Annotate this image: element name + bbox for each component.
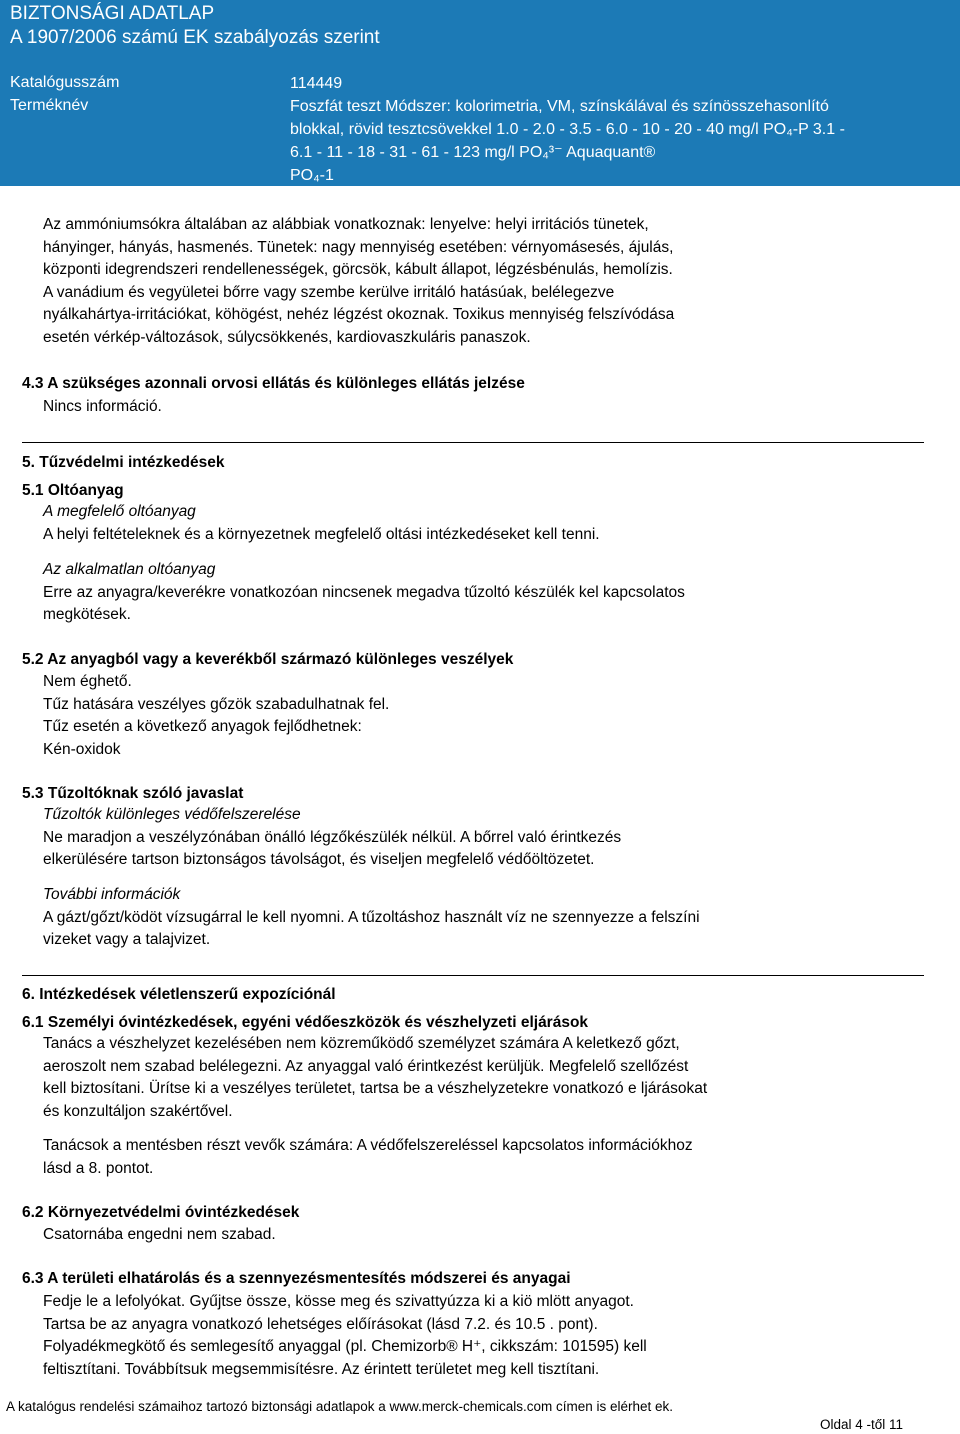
section-6-1-line: Tanácsok a mentésben részt vevők számára: A védőfelszereléssel kapcsolatos információkhoz [43, 1137, 693, 1154]
section-6-title: 6. Intézkedések véletlenszerű expozíciónál [22, 986, 336, 1003]
section-5-1-text-2b: megkötések. [43, 606, 131, 623]
section-6-1-line: lásd a 8. pontot. [43, 1159, 154, 1177]
section-5-2-line: Kén-oxidok [43, 740, 121, 758]
product-line-1: Foszfát teszt Módszer: kolorimetria, VM, színskálával és színösszehasonlító [290, 98, 829, 115]
section-divider [22, 442, 924, 443]
section-6-1-text-1 [43, 1033, 923, 1123]
section-6-1-text-2 [43, 1135, 923, 1180]
section-6-3-text [43, 1291, 923, 1381]
section-6-1-line: aeroszolt nem szabad belélegezni. Az anyaggal való érintkezést kerüljük. Megfelelő szellőzést [43, 1057, 689, 1075]
product-line-2: blokkal, rövid tesztcsövekkel 1.0 - 2.0 - 3.5 - 6.0 - 10 - 20 - 40 mg/l PO₄-P 3.1 - [290, 121, 845, 138]
document-title: BIZTONSÁGI ADATLAP [10, 3, 215, 24]
section-6-1-line: és konzultáljon szakértővel. [43, 1102, 233, 1120]
section-6-3-line: Fedje le a lefolyókat. Gyűjtse össze, kösse meg és szivattyúzza ki a kiö mlött anyagot. [43, 1293, 634, 1310]
catalog-label: Katalógusszám [10, 74, 120, 91]
section-5-3-title: 5.3 Tűzoltóknak szóló javaslat [22, 785, 244, 802]
intro-line: esetén vérkép-változások, súlycsökkenés, kardiovaszkuláris panaszok. [43, 328, 531, 346]
section-6-2-text: Csatornába engedni nem szabad. [43, 1226, 276, 1243]
product-line-4: PO₄-1 [290, 167, 334, 184]
section-4-3-title: 4.3 A szükséges azonnali orvosi ellátás és különleges ellátás jelzése [22, 375, 525, 392]
regulation-subtitle: A 1907/2006 számú EK szabályozás szerint [10, 27, 380, 48]
intro-line: nyálkahártya-irritációkat, köhögést, nehéz légzést okoznak. Toxikus mennyiség felszívódása [43, 306, 675, 323]
section-5-1-text-2a: Erre az anyagra/keverékre vonatkozóan nincsenek megadva tűzoltó készülék kel kapcsolatos [43, 584, 685, 601]
intro-line: A vanádium és vegyületei bőrre vagy szembe kerülve irritáló hatásúak, belélegezve [43, 283, 615, 301]
section-6-1-line: kell biztosítani. Ürítse ki a veszélyes területet, tartsa be a vészhelyzetekre vonatkozó e ljárásokat [43, 1080, 708, 1097]
product-label: Terméknév [10, 97, 89, 114]
section-5-2-line: Nem éghető. [43, 673, 132, 690]
footer-note: A katalógus rendelési számaihoz tartozó biztonsági adatlapok a www.merck-chemicals.com címen is elérhet ek. [6, 1399, 674, 1414]
section-5-2-title: 5.2 Az anyagból vagy a keverékből származó különleges veszélyek [22, 651, 514, 668]
section-6-3-title: 6.3 A területi elhatárolás és a szennyezésmentesítés módszerei és anyagai [22, 1270, 571, 1287]
section-5-2-line: Tűz hatására veszélyes gőzök szabadulhatnak fel. [43, 695, 390, 713]
section-6-3-line: Tartsa be az anyagra vonatkozó lehetséges előírásokat (lásd 7.2. és 10.5 . pont). [43, 1315, 598, 1333]
section-5-1-text-1: A helyi feltételeknek és a környezetnek megfelelő oltási intézkedéseket kell tenni. [43, 526, 600, 543]
section-5-2-text [43, 671, 923, 761]
section-4-3-text: Nincs információ. [43, 398, 162, 415]
section-divider [22, 975, 924, 976]
section-5-3-text-2b: vizeket vagy a talajvizet. [43, 931, 211, 948]
section-6-3-line: feltisztítani. Továbbítsuk megsemmisítésre. Az érintett területet meg kell tisztítani. [43, 1360, 600, 1378]
section-5-2-line: Tűz esetén a következő anyagok fejlődhetnek: [43, 718, 362, 735]
section-5-3-text-1a: Ne maradjon a veszélyzónában önálló légzőkészülék nélkül. A bőrrel való érintkezés [43, 829, 622, 846]
section-5-3-text-1b: elkerülésére tartson biztonságos távolságot, és viseljen megfelelő védőöltözetet. [43, 851, 595, 868]
section-5-3-subtitle-2: További információk [43, 886, 181, 903]
section-6-3-line: Folyadékmegkötő és semlegesítő anyaggal (pl. Chemizorb® H⁺, cikkszám: 101595) kell [43, 1338, 647, 1355]
page-number: Oldal 4 -től 11 [820, 1417, 904, 1432]
section-5-3-text-2a: A gázt/gőzt/ködöt vízsugárral le kell nyomni. A tűzoltáshoz használt víz ne szennyezze a felszíni [43, 909, 700, 926]
product-line-3: 6.1 - 11 - 18 - 31 - 61 - 123 mg/l PO₄³⁻ Aquaquant® [290, 144, 656, 161]
section-6-1-line: Tanács a vészhelyzet kezelésében nem közreműködő személyzet számára A keletkező gőzt, [43, 1035, 680, 1052]
intro-line: hányinger, hányás, hasmenés. Tünetek: nagy mennyiség esetében: vérnyomásesés, ájulás, [43, 238, 674, 256]
section-5-3-subtitle-1: Tűzoltók különleges védőfelszerelése [43, 806, 301, 823]
section-5-1-title: 5.1 Oltóanyag [22, 482, 124, 499]
intro-line: központi idegrendszeri rendellenességek, görcsök, kábult állapot, légzésbénulás, hemolízis. [43, 261, 673, 278]
intro-line: Az ammóniumsókra általában az alábbiak vonatkoznak: lenyelve: helyi irritációs tünetek, [43, 216, 649, 233]
section-6-1-title: 6.1 Személyi óvintézkedések, egyéni védőeszközök és vészhelyzeti eljárások [22, 1014, 589, 1031]
section-6-2-title: 6.2 Környezetvédelmi óvintézkedések [22, 1204, 300, 1221]
section-5-title: 5. Tűzvédelmi intézkedések [22, 454, 225, 471]
document-header [0, 0, 960, 186]
intro-paragraph [43, 214, 923, 349]
section-5-1-subtitle-2: Az alkalmatlan oltóanyag [43, 561, 216, 578]
catalog-value: 114449 [290, 75, 343, 92]
section-5-1-subtitle-1: A megfelelő oltóanyag [43, 503, 196, 520]
